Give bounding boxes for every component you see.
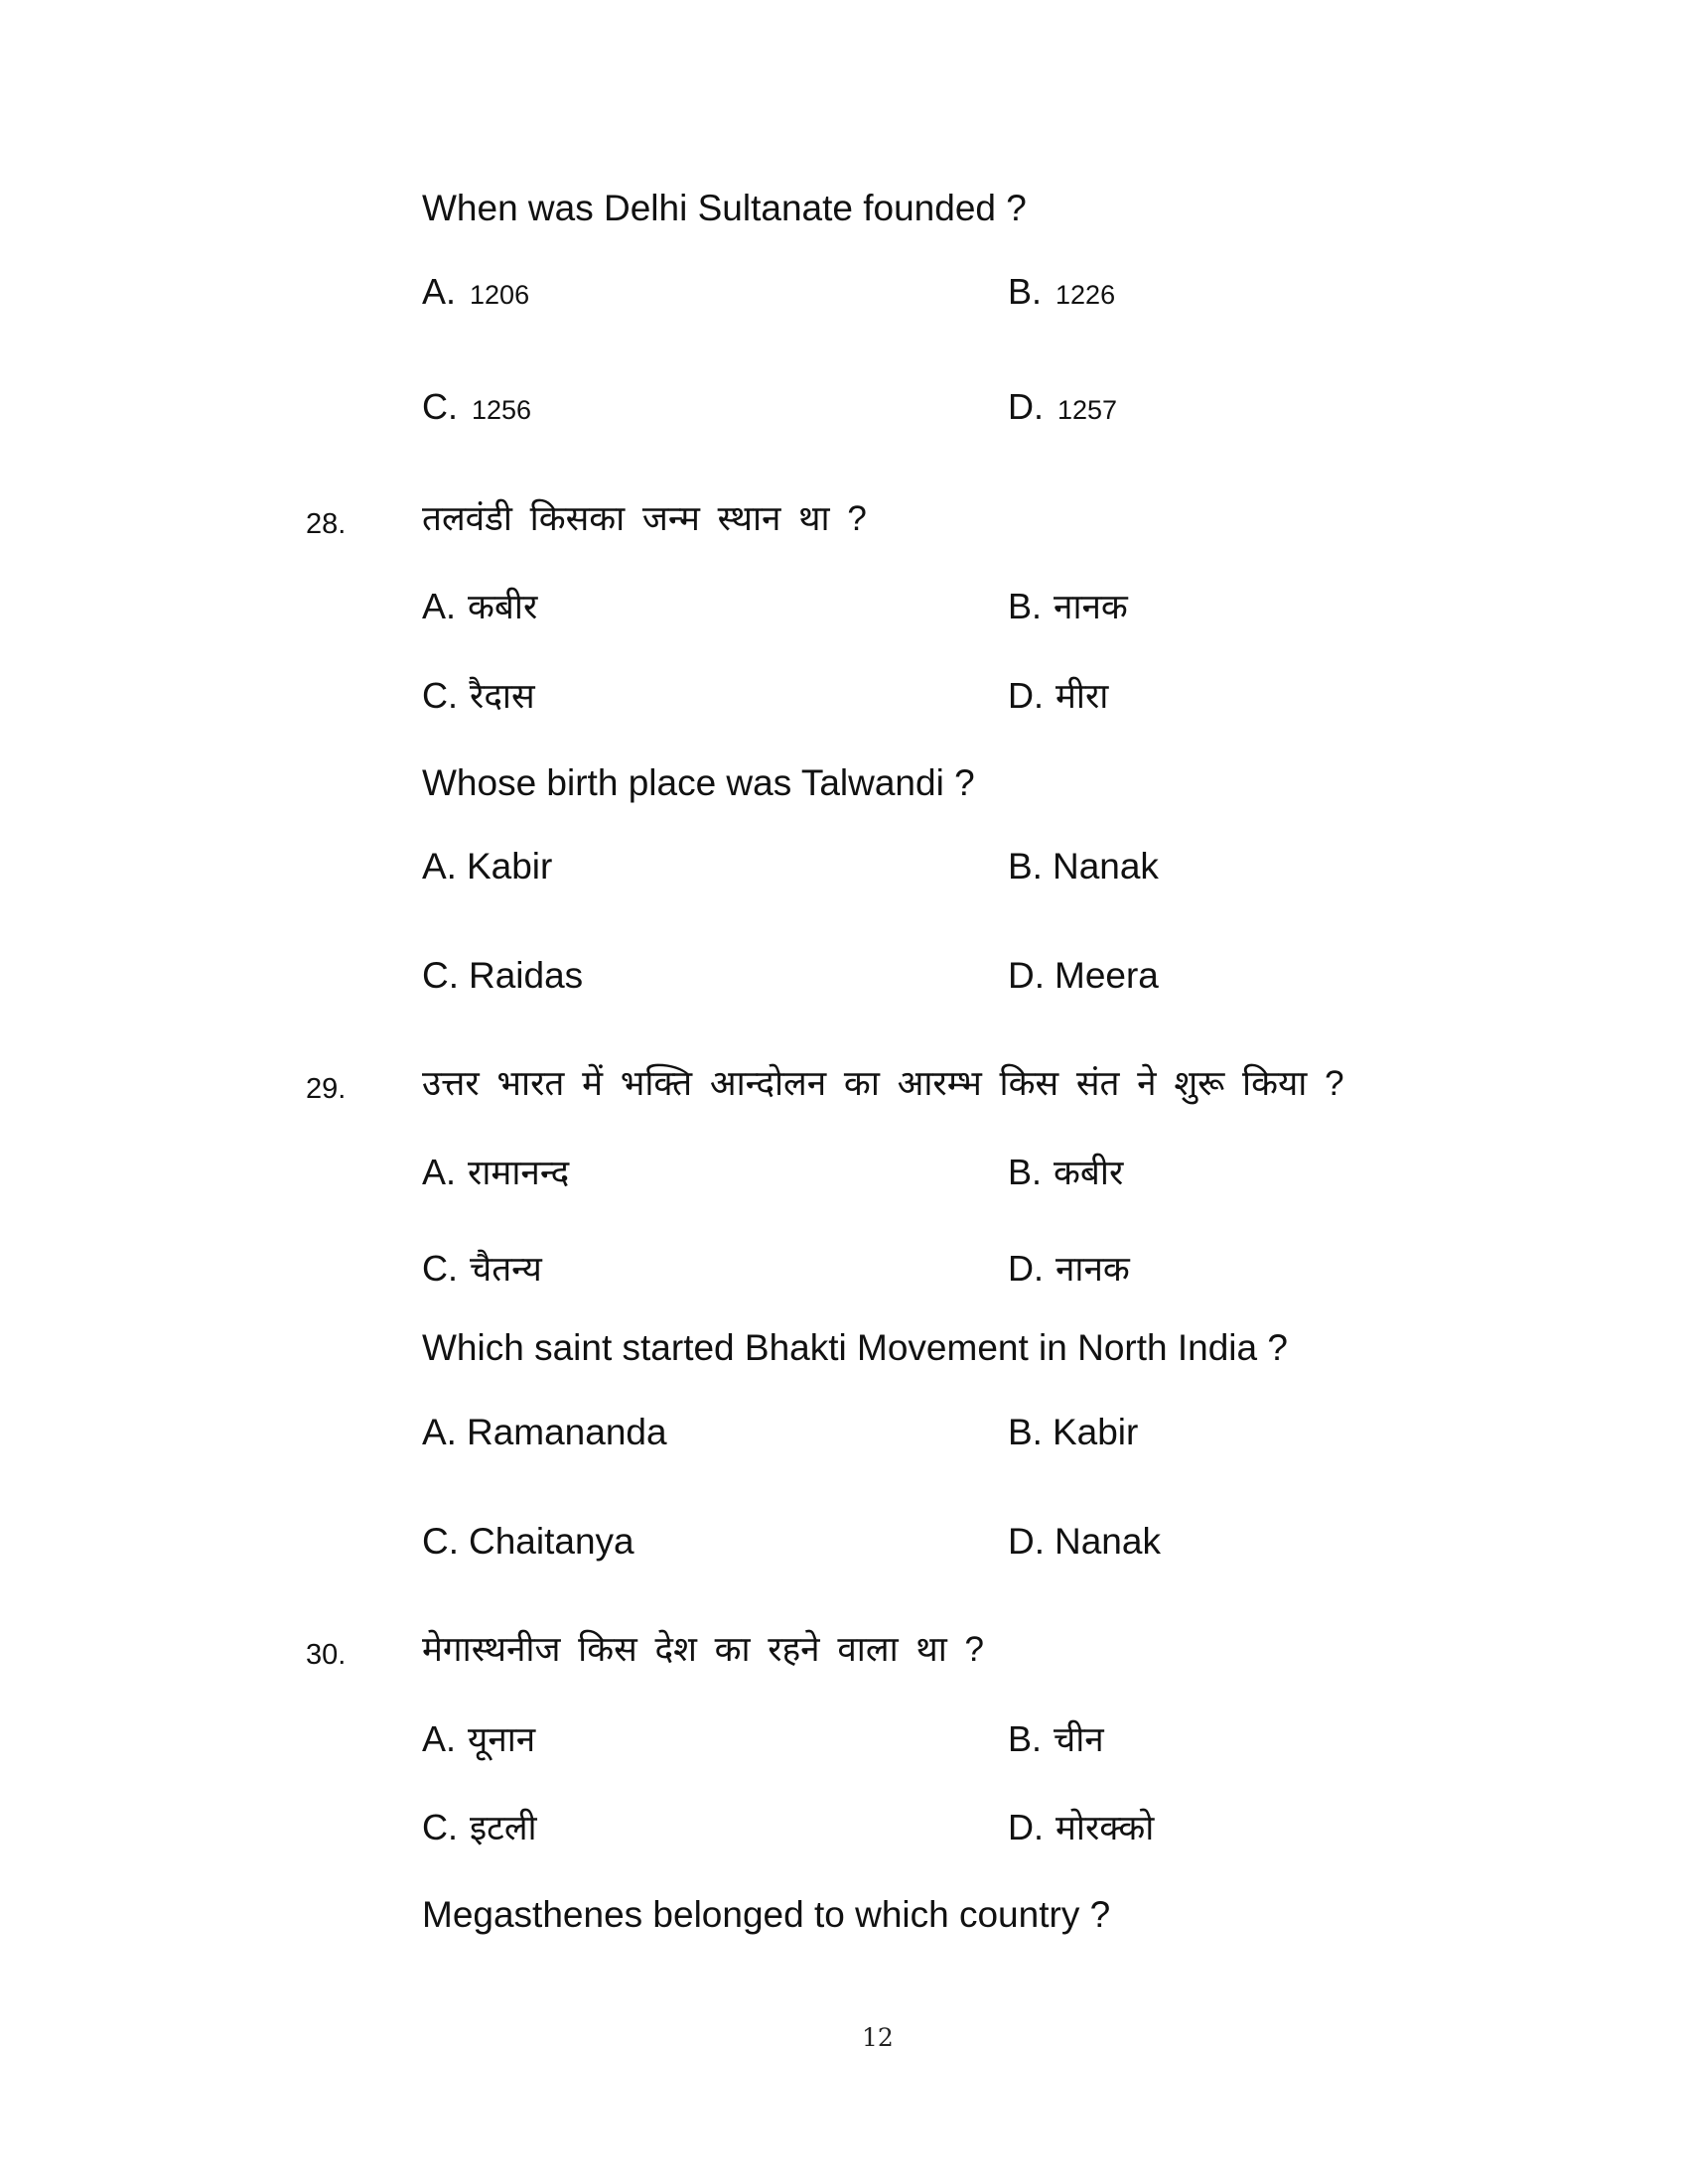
q29-english-option-d [1008, 1523, 1161, 1560]
option-label: B. [1008, 1718, 1043, 1759]
option-label: D. [1008, 1521, 1045, 1562]
option-label: B. [1008, 586, 1043, 626]
question-28-hindi-text: तलवंडी किसका जन्म स्थान था ? [422, 499, 867, 538]
q27-option-b [1008, 271, 1116, 312]
option-label: C. [422, 1807, 458, 1847]
option-value: Raidas [469, 955, 584, 996]
q30-hindi-option-a [422, 1718, 536, 1759]
option-value: रामानन्द [468, 1154, 570, 1192]
option-label: C. [422, 675, 458, 716]
q29-hindi-option-d [1008, 1248, 1130, 1289]
q27-option-a [422, 271, 530, 312]
q28-hindi-option-c [422, 675, 535, 716]
q28-hindi-option-b [1008, 586, 1128, 626]
q28-english-option-d [1008, 957, 1159, 994]
question-30-number: 30. [306, 1639, 347, 1671]
option-label: D. [1008, 1807, 1044, 1847]
option-label: B. [1008, 1412, 1043, 1452]
q27-option-c [422, 386, 532, 427]
q29-english-option-a [422, 1414, 667, 1450]
question-29-english-text: Which saint started Bhakti Movement in North India ? [422, 1327, 1288, 1368]
option-value: Meera [1055, 955, 1159, 996]
option-value: Nanak [1055, 1521, 1161, 1562]
page-number: 12 [862, 2023, 894, 2052]
option-value: कबीर [468, 588, 538, 626]
option-label: A. [422, 586, 457, 626]
option-value: कबीर [1054, 1154, 1124, 1192]
option-value: मीरा [1055, 677, 1109, 716]
option-value: चीन [1054, 1720, 1104, 1759]
option-label: D. [1008, 675, 1044, 716]
question-28-english-text: Whose birth place was Talwandi ? [422, 762, 975, 803]
question-30-english-text: Megasthenes belonged to which country ? [422, 1894, 1111, 1935]
option-label: A. [422, 1152, 457, 1192]
option-value: 1206 [470, 280, 530, 310]
question-27-english-text: When was Delhi Sultanate founded ? [422, 188, 1027, 228]
q29-hindi-option-b [1008, 1152, 1124, 1192]
option-label: A. [422, 1412, 457, 1452]
option-label: D. [1008, 386, 1044, 427]
q28-english-option-c [422, 957, 583, 994]
option-label: A. [422, 846, 457, 887]
option-value: Ramananda [466, 1412, 667, 1452]
option-value: Kabir [1052, 1412, 1139, 1452]
q30-hindi-option-b [1008, 1718, 1104, 1759]
option-label: C. [422, 1521, 459, 1562]
q28-english-option-a [422, 848, 552, 885]
option-value: नानक [1055, 1250, 1130, 1289]
option-value: 1226 [1055, 280, 1116, 310]
option-label: A. [422, 1718, 457, 1759]
question-30-hindi-text: मेगास्थनीज किस देश का रहने वाला था ? [422, 1630, 984, 1669]
question-28-number: 28. [306, 508, 347, 540]
option-value: Kabir [466, 846, 553, 887]
option-label: C. [422, 386, 458, 427]
option-value: नानक [1054, 588, 1128, 626]
question-29-number: 29. [306, 1073, 347, 1105]
option-label: B. [1008, 1152, 1043, 1192]
option-label: D. [1008, 1248, 1044, 1289]
option-label: C. [422, 1248, 458, 1289]
q30-hindi-option-d [1008, 1807, 1155, 1847]
option-value: यूनान [468, 1720, 536, 1759]
q29-english-option-c [422, 1523, 634, 1560]
q27-option-d [1008, 386, 1118, 427]
question-29-hindi-text: उत्तर भारत में भक्ति आन्दोलन का आरम्भ किस संत ने शुरू किया ? [422, 1064, 1344, 1103]
q28-english-option-b [1008, 848, 1159, 885]
q28-hindi-option-d [1008, 675, 1109, 716]
option-value: रैदास [470, 677, 535, 716]
option-label: C. [422, 955, 459, 996]
q29-hindi-option-a [422, 1152, 570, 1192]
option-label: B. [1008, 846, 1043, 887]
q28-hindi-option-a [422, 586, 538, 626]
option-value: Nanak [1052, 846, 1159, 887]
option-value: चैतन्य [470, 1250, 542, 1289]
option-label: B. [1008, 271, 1043, 312]
q30-hindi-option-c [422, 1807, 537, 1847]
option-value: इटली [470, 1809, 537, 1847]
option-value: 1257 [1057, 395, 1118, 425]
q29-hindi-option-c [422, 1248, 542, 1289]
option-value: Chaitanya [469, 1521, 634, 1562]
option-value: 1256 [472, 395, 532, 425]
option-label: D. [1008, 955, 1045, 996]
option-label: A. [422, 271, 457, 312]
q29-english-option-b [1008, 1414, 1138, 1450]
option-value: मोरक्को [1055, 1809, 1155, 1847]
